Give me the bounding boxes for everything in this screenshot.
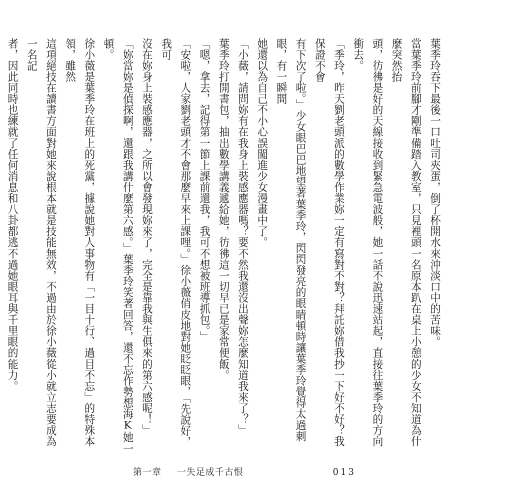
text-line: 徐小薇是葉季玲在班上的死黨，據說她對人事物有「一目十行、過目不忘」的特殊本領，雖然 [64,38,96,447]
text-line: 她還以為自己不小心誤闖進少女漫畫中了。 [256,38,269,248]
text-line: 葉季玲吞下最後一口吐司夾蛋，倒了杯開水來沖淡口中的苦味。 [429,38,441,348]
page-number: 013 [332,468,356,478]
text-line: 「嗯，拿去，記得第一節上課前還我，我可不想被班導抓包。」 [198,38,211,343]
text-line: 葉季玲打開書包，抽出數學講義遞給她，彷彿這一切早已是家常便飯。 [217,38,230,381]
text-line: 「妳當妳是偵探啊，還跟我講什麼第六感。」葉季玲笑著回答，還不忘作勢想海K她一頓。 [102,38,134,454]
text-line: 頭，彷彿是好的天線接收到緊急電波般，她一話不說迅速站起，直接往葉季玲的方向衝去。 [352,38,384,447]
text-line: 「安啦，人家劉老頭才不會那麼早來上課哩。」徐小薇俏皮地對她眨眨眼，「先說好，我可 [160,38,192,448]
body-text [0,38,444,454]
text-line: 「季玲，昨天劉老頭派的數學作業妳一定有寫對不對？拜託妳借我抄一下好不好？我保證不會 [313,38,345,447]
chapter-title: 一失足成千古恨 [176,468,244,478]
text-line: 者，因此同時也練就了任何消息和八卦都逃不過她眼耳與千里眼的能力。 [6,38,19,392]
text-line: 沒在妳身上裝感應器，之所以會發現妳來了，完全是靠我與生俱來的第六感呢！」 [140,38,153,436]
page-footer [133,465,356,478]
text-line: 這項絕技在讀書方面對她來說根本就是技能無效，不過由於徐小薇從小就立志要成為一名記 [25,38,57,447]
text-line: 有下次了啦。」少女眼巴巴地望著葉季玲，閃閃發亮的眼睛頓時讓葉季玲覺得太過刺眼，有一瞬間 [275,38,307,442]
chapter-label: 第一章 [133,468,162,478]
text-line: 「小薇，請問妳有在我身上裝感應器嗎？要不然我還沒出聲妳怎麼知道我來了？」 [236,38,249,436]
text-line: 當葉季玲前腳才剛準備踏入教室，只見裡頭一名原本趴在桌上小憩的少女不知道為什麼突然抬 [390,38,422,447]
text-line [0,38,2,454]
